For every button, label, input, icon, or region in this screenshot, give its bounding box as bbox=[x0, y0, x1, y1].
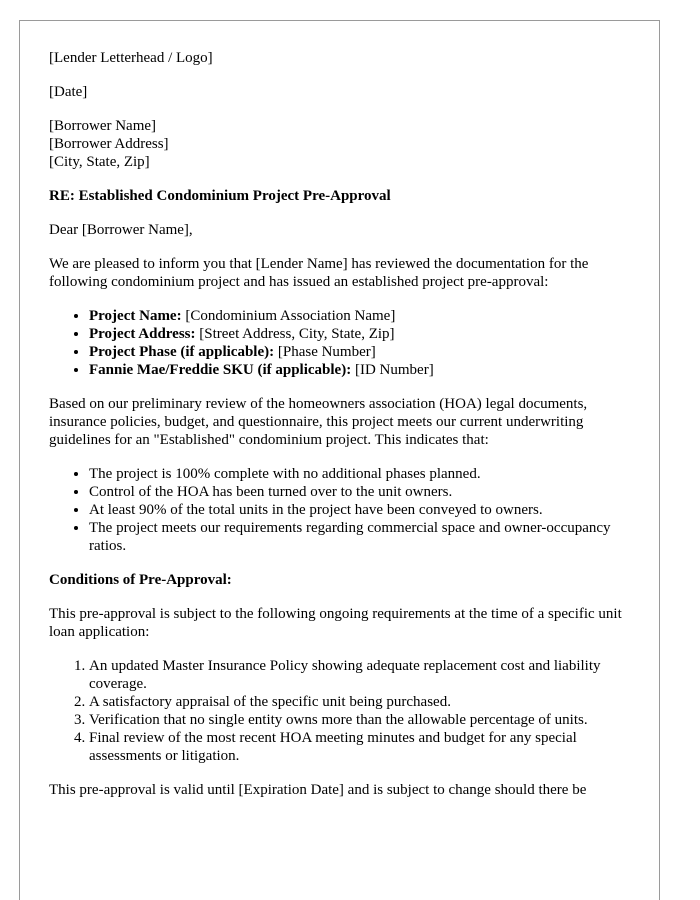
project-detail-label: Project Address: bbox=[89, 326, 196, 342]
criteria-item: • The project is 100% complete with no additional phases planned. bbox=[89, 465, 639, 483]
project-detail-label: Project Phase (if applicable): bbox=[89, 344, 275, 360]
criteria-item: • Control of the HOA has been turned over to the unit owners. bbox=[89, 483, 639, 501]
letter-body bbox=[49, 49, 639, 815]
project-detail-item bbox=[89, 307, 639, 325]
condition-item: 3. Verification that no single entity owns more than the allowable percentage of units. bbox=[89, 711, 639, 729]
established-criteria-list bbox=[49, 465, 639, 555]
project-detail-value: [ID Number] bbox=[351, 362, 434, 378]
intro-paragraph: We are pleased to inform you that [Lender Name] has reviewed the documentation for the following condominium project and has issued an established project pre-approval: bbox=[49, 256, 589, 290]
letterhead: [Lender Letterhead / Logo] bbox=[49, 50, 213, 66]
project-detail-item bbox=[89, 325, 639, 343]
salutation: Dear [Borrower Name], bbox=[49, 222, 193, 238]
project-detail-item bbox=[89, 343, 639, 361]
letter-date: [Date] bbox=[49, 84, 88, 100]
project-detail-item bbox=[89, 361, 639, 379]
conditions-list bbox=[49, 657, 639, 765]
project-detail-value: [Phase Number] bbox=[274, 344, 376, 360]
borrower-name: [Borrower Name] bbox=[49, 118, 157, 134]
borrower-address-block bbox=[49, 117, 639, 171]
criteria-item: • The project meets our requirements regarding commercial space and owner-occupancy ratios. bbox=[89, 519, 639, 555]
project-detail-label: Project Name: bbox=[89, 308, 182, 324]
review-paragraph: Based on our preliminary review of the homeowners association (HOA) legal documents, insurance policies, budget, and questionnaire, this project meets our current underwriting guidelines for an "Established" condominium project. This indicates that: bbox=[49, 396, 588, 448]
letter-page bbox=[19, 20, 660, 900]
project-detail-value: [Street Address, City, State, Zip] bbox=[195, 326, 395, 342]
conditions-heading: Conditions of Pre-Approval: bbox=[49, 572, 232, 588]
conditions-intro: This pre-approval is subject to the following ongoing requirements at the time of a specific unit loan application: bbox=[49, 606, 622, 640]
borrower-city-state-zip: [City, State, Zip] bbox=[49, 154, 150, 170]
criteria-item: • At least 90% of the total units in the project have been conveyed to owners. bbox=[89, 501, 639, 519]
condition-item: 2. A satisfactory appraisal of the specific unit being purchased. bbox=[89, 693, 639, 711]
borrower-address: [Borrower Address] bbox=[49, 136, 169, 152]
condition-item: 4. Final review of the most recent HOA meeting minutes and budget for any special assessments or litigation. bbox=[89, 729, 639, 765]
project-detail-label: Fannie Mae/Freddie SKU (if applicable): bbox=[89, 362, 352, 378]
condition-item: 1. An updated Master Insurance Policy showing adequate replacement cost and liability coverage. bbox=[89, 657, 639, 693]
project-details-list bbox=[49, 307, 639, 379]
subject-line: RE: Established Condominium Project Pre-Approval bbox=[49, 188, 391, 204]
project-detail-value: [Condominium Association Name] bbox=[181, 308, 396, 324]
validity-paragraph: This pre-approval is valid until [Expiration Date] and is subject to change should there be bbox=[49, 782, 587, 798]
